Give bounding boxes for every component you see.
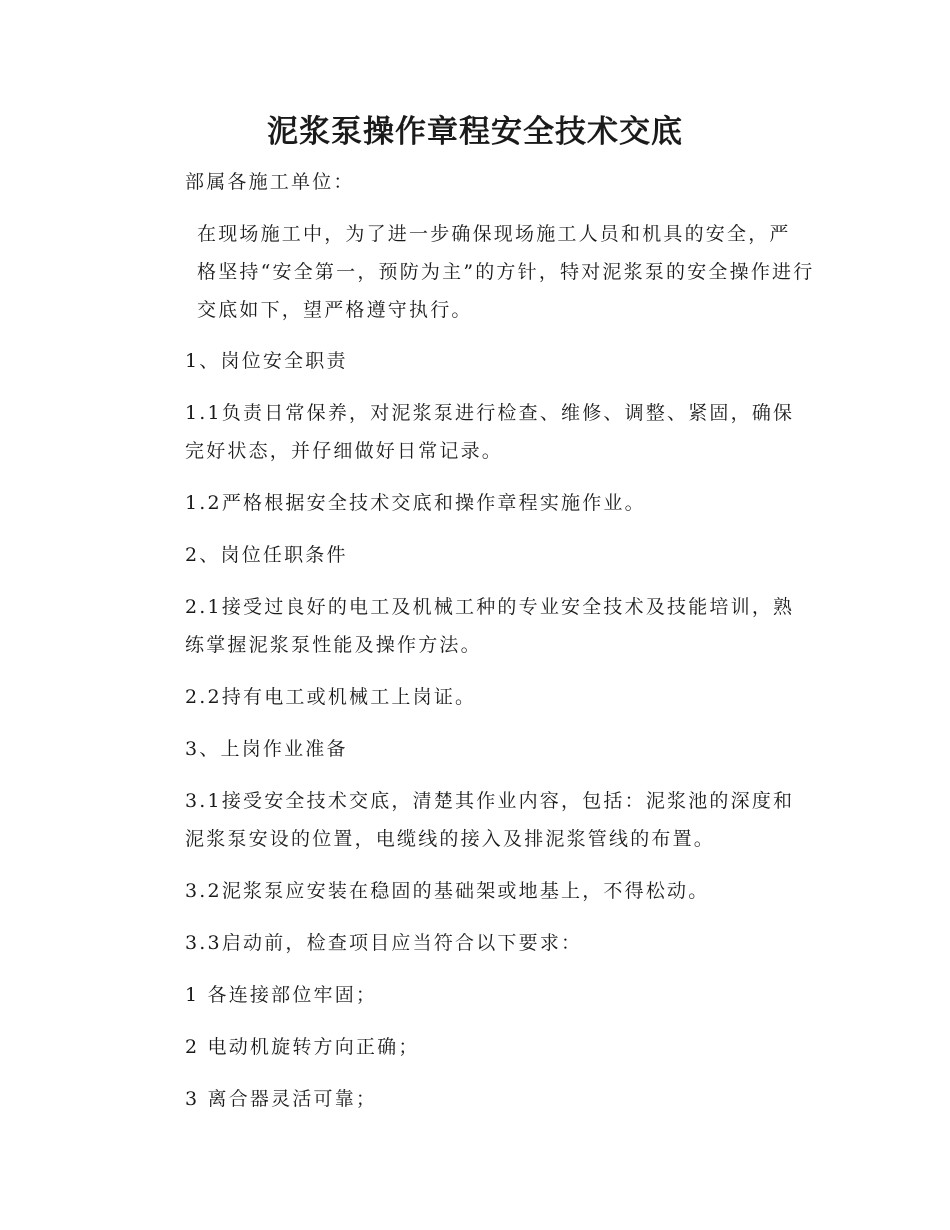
intro-paragraph bbox=[141, 215, 813, 329]
check-item-3 bbox=[141, 1080, 813, 1118]
check-item-2 bbox=[141, 1028, 813, 1066]
section-3-heading-text: 3、上岗作业准备 bbox=[185, 738, 348, 760]
item-3-1 bbox=[141, 782, 813, 858]
intro-line-2: 格坚持“安全第一，预防为主”的方针，特对泥浆泵的安全操作进行 bbox=[197, 261, 815, 283]
item-1-2-text: 1.2严格根据安全技术交底和操作章程实施作业。 bbox=[185, 492, 646, 514]
item-1-2 bbox=[141, 484, 813, 522]
item-1-1 bbox=[141, 394, 813, 470]
item-2-1-line-1: 2.1接受过良好的电工及机械工种的专业安全技术及技能培训，熟 bbox=[185, 596, 795, 618]
check-item-1 bbox=[141, 976, 813, 1014]
check-item-1-text: 1 各连接部位牢固； bbox=[185, 984, 378, 1006]
item-3-1-line-1: 3.1接受安全技术交底，清楚其作业内容，包括：泥浆池的深度和 bbox=[185, 790, 795, 812]
item-2-2-text: 2.2持有电工或机械工上岗证。 bbox=[185, 686, 477, 708]
section-1-heading-text: 1、岗位安全职责 bbox=[185, 350, 348, 372]
salutation bbox=[141, 163, 813, 201]
item-2-1 bbox=[141, 588, 813, 664]
item-2-2 bbox=[141, 678, 813, 716]
intro-line-3: 交底如下，望严格遵守执行。 bbox=[197, 299, 473, 321]
section-2-heading bbox=[141, 536, 813, 574]
section-2-heading-text: 2、岗位任职条件 bbox=[185, 544, 348, 566]
item-3-3 bbox=[141, 924, 813, 962]
intro-line-1: 在现场施工中，为了进一步确保现场施工人员和机具的安全，严 bbox=[197, 223, 791, 245]
item-3-2-text: 3.2泥浆泵应安装在稳固的基础架或地基上，不得松动。 bbox=[185, 880, 710, 902]
item-2-1-line-2: 练掌握泥浆泵性能及操作方法。 bbox=[185, 634, 482, 656]
check-item-3-text: 3 离合器灵活可靠； bbox=[185, 1088, 378, 1110]
salutation-text: 部属各施工单位： bbox=[185, 171, 355, 193]
section-1-heading bbox=[141, 342, 813, 380]
item-3-2 bbox=[141, 872, 813, 910]
check-item-2-text: 2 电动机旋转方向正确； bbox=[185, 1036, 420, 1058]
section-3-heading bbox=[141, 730, 813, 768]
item-3-1-line-2: 泥浆泵安设的位置，电缆线的接入及排泥浆管线的布置。 bbox=[185, 828, 716, 850]
document-title: 泥浆泵操作章程安全技术交底 bbox=[267, 114, 683, 150]
item-3-3-text: 3.3启动前，检查项目应当符合以下要求： bbox=[185, 932, 583, 954]
item-1-1-line-1: 1.1负责日常保养，对泥浆泵进行检查、维修、调整、紧固，确保 bbox=[185, 402, 795, 424]
item-1-1-line-2: 完好状态，并仔细做好日常记录。 bbox=[185, 440, 504, 462]
